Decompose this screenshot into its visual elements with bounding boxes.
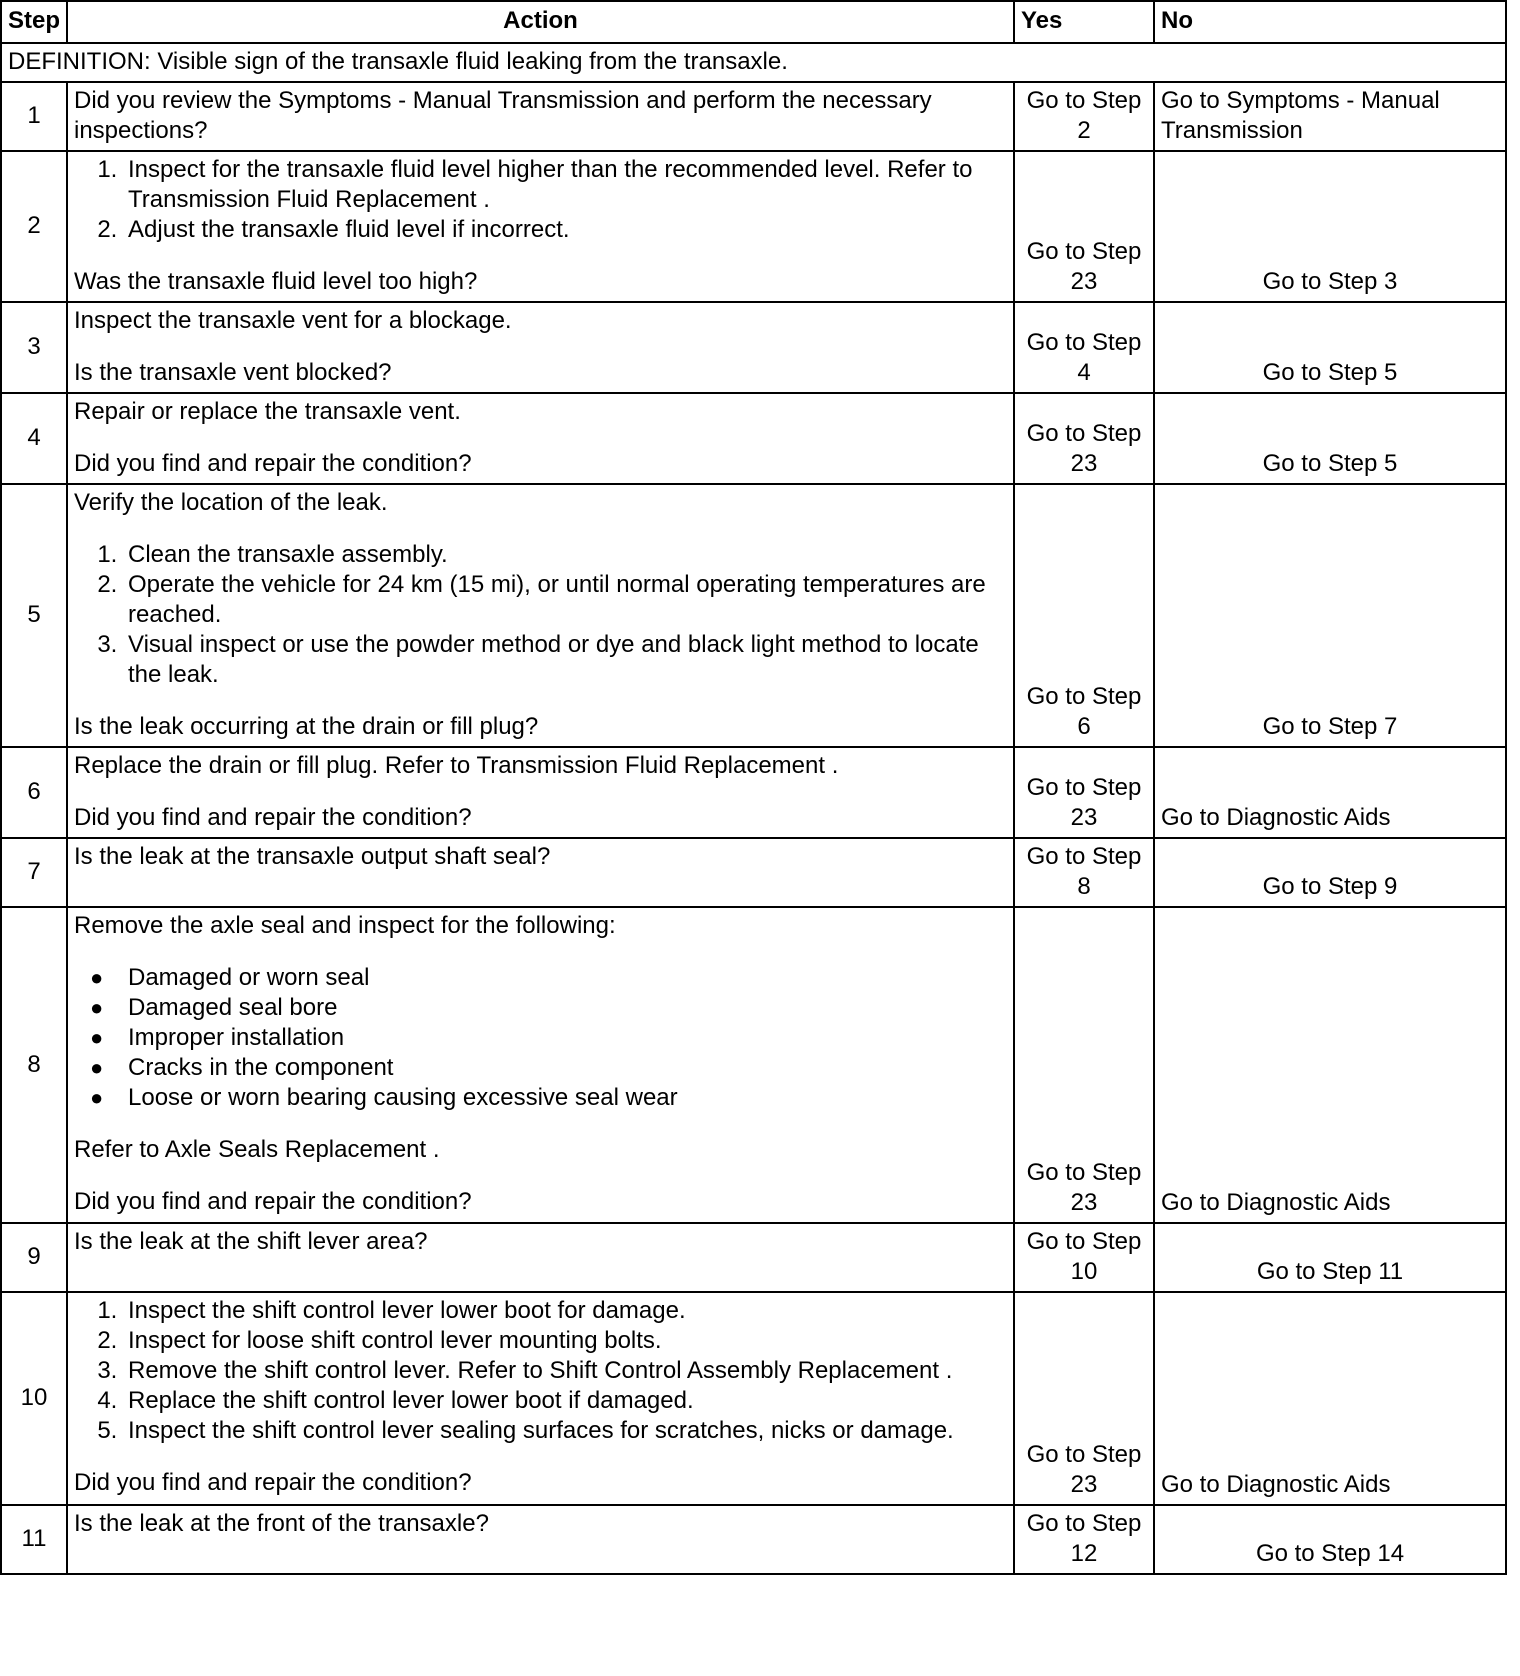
action-text: Replace the drain or fill plug. Refer to Transmission Fluid Replacement . — [74, 752, 839, 779]
action-list — [74, 1296, 1007, 1446]
action-text: Verify the location of the leak. — [74, 489, 388, 516]
table-row — [1, 393, 1506, 484]
action-question: Did you find and repair the condition? — [74, 1188, 472, 1215]
action-list — [74, 155, 1007, 245]
bullet-item: ● Damaged seal bore — [124, 993, 1007, 1023]
step-number: 4 — [1, 393, 67, 484]
bullet-list — [74, 963, 1007, 1113]
action-question: Did you find and repair the condition? — [74, 450, 472, 477]
table-row — [1, 1292, 1506, 1505]
yes-cell: Go to Step 6 — [1014, 484, 1154, 747]
action-list-item: 3. Visual inspect or use the powder method or dye and black light method to locate the leak. — [124, 630, 1007, 690]
no-cell: Go to Symptoms - Manual Transmission — [1154, 82, 1506, 151]
table-row — [1, 1223, 1506, 1292]
action-list-item: 4. Replace the shift control lever lower boot if damaged. — [124, 1386, 1007, 1416]
no-cell: Go to Step 9 — [1154, 838, 1506, 907]
table-row — [1, 302, 1506, 393]
action-cell — [67, 151, 1014, 302]
action-text: Repair or replace the transaxle vent. — [74, 398, 461, 425]
yes-cell: Go to Step 23 — [1014, 393, 1154, 484]
action-list-item: 1. Clean the transaxle assembly. — [124, 540, 1007, 570]
action-question: Did you find and repair the condition? — [74, 804, 472, 831]
action-text: Is the leak at the front of the transaxle? — [74, 1510, 489, 1537]
table-row — [1, 151, 1506, 302]
action-question: Is the transaxle vent blocked? — [74, 359, 392, 386]
yes-cell: Go to Step 23 — [1014, 747, 1154, 838]
table-row — [1, 838, 1506, 907]
step-number: 5 — [1, 484, 67, 747]
action-text: Is the leak at the transaxle output shaft seal? — [74, 843, 551, 870]
action-cell — [67, 907, 1014, 1223]
action-list-item: 2. Inspect for loose shift control lever mounting bolts. — [124, 1326, 1007, 1356]
table-row — [1, 484, 1506, 747]
action-cell — [67, 393, 1014, 484]
definition-text: DEFINITION: Visible sign of the transaxle fluid leaking from the transaxle. — [1, 43, 1506, 82]
action-cell — [67, 484, 1014, 747]
table-row — [1, 82, 1506, 151]
action-list-item: 2. Adjust the transaxle fluid level if incorrect. — [124, 215, 1007, 245]
action-cell — [67, 1292, 1014, 1505]
table-row — [1, 747, 1506, 838]
action-question: Was the transaxle fluid level too high? — [74, 268, 478, 295]
action-list-item: 1. Inspect the shift control lever lower boot for damage. — [124, 1296, 1007, 1326]
step-number: 8 — [1, 907, 67, 1223]
yes-cell: Go to Step 2 — [1014, 82, 1154, 151]
action-question: Did you find and repair the condition? — [74, 1469, 472, 1496]
header-row — [1, 1, 1506, 43]
no-cell: Go to Step 5 — [1154, 393, 1506, 484]
header-action: Action — [67, 1, 1014, 43]
action-list-item: 1. Inspect for the transaxle fluid level higher than the recommended level. Refer to Transmission Fluid Replacement . — [124, 155, 1007, 215]
action-text: Is the leak at the shift lever area? — [74, 1228, 428, 1255]
step-number: 10 — [1, 1292, 67, 1505]
action-cell — [67, 1505, 1014, 1574]
no-cell: Go to Diagnostic Aids — [1154, 1292, 1506, 1505]
bullet-item: ● Improper installation — [124, 1023, 1007, 1053]
no-cell: Go to Diagnostic Aids — [1154, 907, 1506, 1223]
header-step: Step — [1, 1, 67, 43]
action-list-item: 3. Remove the shift control lever. Refer to Shift Control Assembly Replacement . — [124, 1356, 1007, 1386]
yes-cell: Go to Step 4 — [1014, 302, 1154, 393]
action-text: Inspect the transaxle vent for a blockage. — [74, 307, 512, 334]
yes-cell: Go to Step 12 — [1014, 1505, 1154, 1574]
yes-cell: Go to Step 10 — [1014, 1223, 1154, 1292]
step-number: 3 — [1, 302, 67, 393]
no-cell: Go to Step 5 — [1154, 302, 1506, 393]
step-number: 6 — [1, 747, 67, 838]
definition-row — [1, 43, 1506, 82]
step-number: 7 — [1, 838, 67, 907]
no-cell: Go to Step 14 — [1154, 1505, 1506, 1574]
action-list-item: 5. Inspect the shift control lever sealing surfaces for scratches, nicks or damage. — [124, 1416, 1007, 1446]
bullet-item: ● Loose or worn bearing causing excessive seal wear — [124, 1083, 1007, 1113]
no-cell: Go to Step 3 — [1154, 151, 1506, 302]
action-list-item: 2. Operate the vehicle for 24 km (15 mi), or until normal operating temperatures are reached. — [124, 570, 1007, 630]
action-cell — [67, 302, 1014, 393]
bullet-item: ● Damaged or worn seal — [124, 963, 1007, 993]
yes-cell: Go to Step 8 — [1014, 838, 1154, 907]
table-row — [1, 1505, 1506, 1574]
action-text: Did you review the Symptoms - Manual Transmission and perform the necessary inspections? — [74, 87, 932, 144]
step-number: 2 — [1, 151, 67, 302]
no-cell: Go to Step 7 — [1154, 484, 1506, 747]
table-row — [1, 907, 1506, 1223]
action-cell — [67, 747, 1014, 838]
action-text: Remove the axle seal and inspect for the following: — [74, 912, 616, 939]
action-note: Refer to Axle Seals Replacement . — [74, 1136, 440, 1163]
action-cell — [67, 1223, 1014, 1292]
header-no: No — [1154, 1, 1506, 43]
action-cell — [67, 838, 1014, 907]
step-number: 9 — [1, 1223, 67, 1292]
bullet-item: ● Cracks in the component — [124, 1053, 1007, 1083]
yes-cell: Go to Step 23 — [1014, 907, 1154, 1223]
yes-cell: Go to Step 23 — [1014, 151, 1154, 302]
action-question: Is the leak occurring at the drain or fill plug? — [74, 713, 539, 740]
step-number: 11 — [1, 1505, 67, 1574]
action-cell — [67, 82, 1014, 151]
no-cell: Go to Step 11 — [1154, 1223, 1506, 1292]
yes-cell: Go to Step 23 — [1014, 1292, 1154, 1505]
action-list — [74, 540, 1007, 690]
header-yes: Yes — [1014, 1, 1154, 43]
no-cell: Go to Diagnostic Aids — [1154, 747, 1506, 838]
step-number: 1 — [1, 82, 67, 151]
